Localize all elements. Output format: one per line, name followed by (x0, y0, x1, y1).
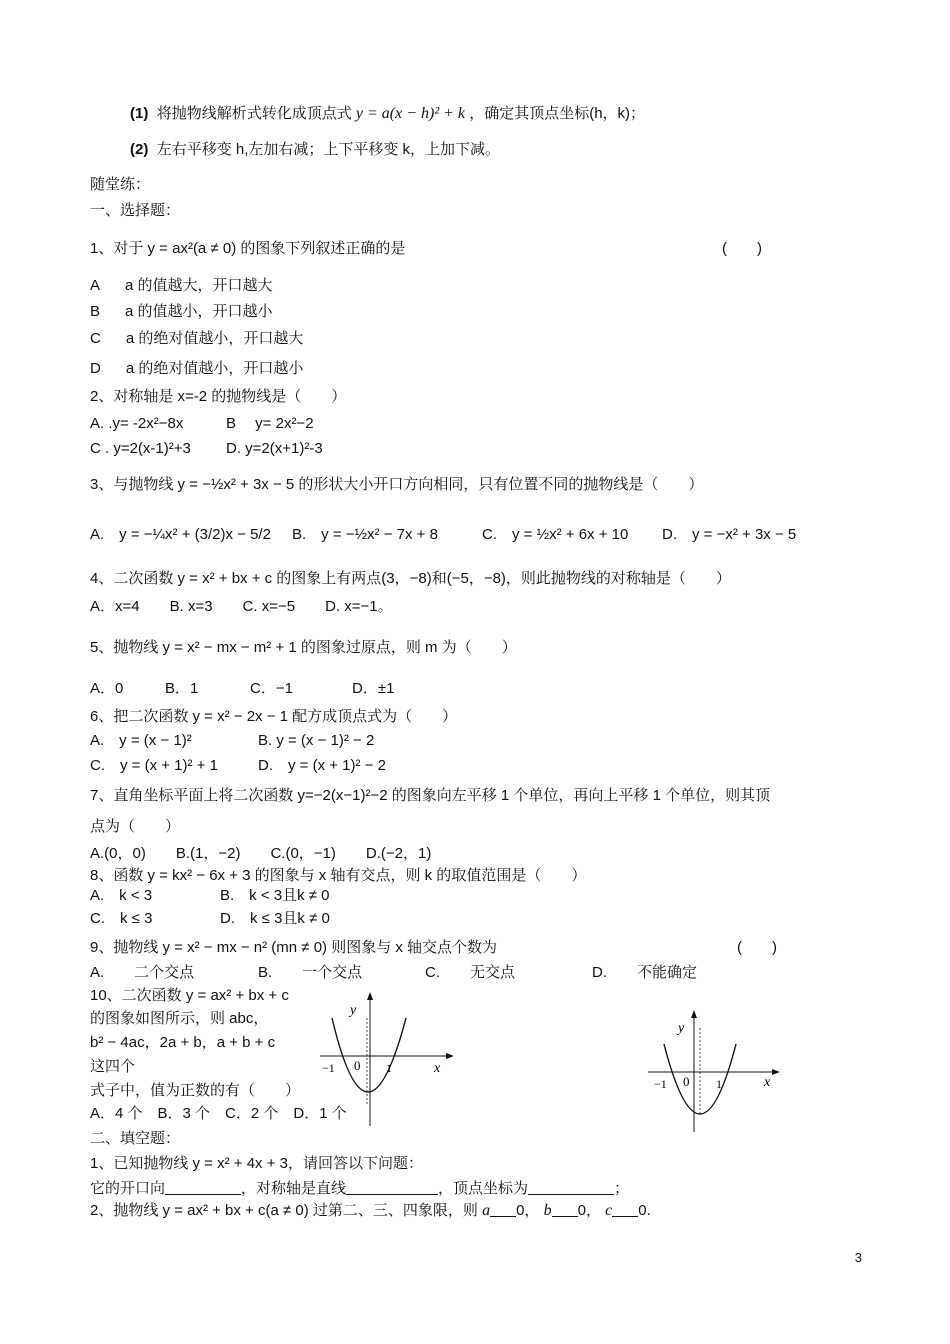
f2-blank-b[interactable] (552, 1200, 578, 1217)
graph-1-zero-label: 0 (354, 1058, 361, 1073)
f2-line (90, 1200, 651, 1222)
q1-option-c-text: a 的绝对值越小，开口越大 (125, 330, 304, 347)
q6-option-a: A. y = (x − 1)² (90, 732, 192, 749)
q9-option-c: C. 无交点 (425, 964, 516, 981)
q1-option-a (90, 275, 273, 297)
q3-option-d: D. y = −x² + 3x − 5 (662, 526, 797, 543)
step-1-text: 将抛物线解析式转化成顶点式 (156, 105, 352, 122)
graph-2-y-arrow (691, 1010, 697, 1018)
f1-blank-axis[interactable] (346, 1178, 438, 1195)
graph-2-parabola (664, 1044, 736, 1114)
f2-a: a (482, 1202, 491, 1219)
q7-options: A.(0，0) B.(1，−2) C.(0，−1) D.(−2，1) (90, 845, 432, 862)
q8-option-c: C. k ≤ 3 (90, 910, 153, 927)
q1-option-d-text: a 的绝对值越小，开口越小 (125, 360, 304, 377)
q1-option-b (90, 301, 273, 323)
q10-line-4: 这四个 (90, 1058, 136, 1075)
step-2-text: 左右平移变 h,左加右减；上下平移变 k，上加下减。 (156, 141, 501, 158)
q2-option-a: A. .y= -2x²−8x (90, 415, 184, 432)
section-practice: 随堂练： (90, 176, 151, 193)
q7-line-1: 7、直角坐标平面上将二次函数 y=−2(x−1)²−2 的图象向左平移 1 个单位，再向上平移 1 个单位，则其顶 (90, 787, 771, 804)
q6-option-c: C. y = (x + 1)² + 1 (90, 757, 218, 774)
q5-option-a: A．0 (90, 680, 124, 697)
q1-option-b-text: a 的值越小，开口越小 (125, 303, 273, 320)
f2-end: . (646, 1202, 651, 1219)
f2-blank-a[interactable] (490, 1200, 516, 1217)
parabola-graph-1 (318, 988, 458, 1128)
step-1-formula: y = a(x − h)² + k (355, 105, 466, 122)
q2-option-b: B y= 2x²−2 (226, 415, 314, 432)
graph-1-x-label: x (434, 1061, 441, 1076)
step-2 (130, 139, 500, 161)
q5-option-c: C．−1 (250, 680, 293, 697)
q9-paren: ( ) (737, 939, 777, 956)
q1-option-c-letter: C (90, 330, 101, 347)
q5-option-d: D．±1 (352, 680, 395, 697)
graph-2-y-label: y (678, 1021, 685, 1036)
f1-part-2: ，对称轴是直线 (241, 1180, 347, 1197)
q9-option-b: B. 一个交点 (258, 964, 363, 981)
q2-stem: 2、对称轴是 x=-2 的抛物线是（ ） (90, 388, 347, 405)
graph-2-x-arrow (772, 1069, 780, 1075)
graph-1-one-label: 1 (386, 1061, 392, 1075)
graph-1-neg1-label: −1 (322, 1061, 335, 1075)
f2-blank-c[interactable] (612, 1200, 638, 1217)
graph-2-x-label: x (764, 1075, 771, 1090)
f1-part-4: ； (614, 1180, 630, 1197)
q9-stem: 9、抛物线 y = x² − mx − n² (mn ≠ 0) 则图象与 x 轴交点个数为 (90, 939, 498, 956)
q6-option-d: D. y = (x + 1)² − 2 (258, 757, 386, 774)
q10-line-3: b² − 4ac，2a + b，a + b + c (90, 1034, 276, 1051)
q8-option-b: B. k < 3且k ≠ 0 (220, 887, 330, 904)
q3-option-c: C. y = ½x² + 6x + 10 (482, 526, 629, 543)
q5-stem: 5、抛物线 y = x² − mx − m² + 1 的图象过原点，则 m 为（ ） (90, 639, 517, 656)
q7-line-2: 点为（ ） (90, 818, 181, 835)
f1-part-1: 它的开口向 (90, 1180, 166, 1197)
f2-stem: 2、抛物线 y = ax² + bx + c(a ≠ 0) 过第二、三、四象限，则 (90, 1202, 478, 1219)
f1-line-1: 1、已知抛物线 y = x² + 4x + 3，请回答以下问题： (90, 1155, 423, 1172)
graph-1-y-label: y (350, 1003, 357, 1018)
q10-line-1: 10、二次函数 y = ax² + bx + c (90, 987, 289, 1004)
q10-options: A．4 个 B．3 个 C．2 个 D．1 个 (90, 1105, 347, 1122)
f2-zero-a: 0 (516, 1202, 525, 1219)
q2-option-c: C . y=2(x-1)²+3 (90, 440, 191, 457)
q10-line-5: 式子中，值为正数的有（ ） (90, 1082, 301, 1099)
q1-option-d-letter: D (90, 360, 101, 377)
step-1-tail: ，确定其顶点坐标(h，k)； (469, 105, 646, 122)
graph-2-one-label: 1 (716, 1077, 722, 1091)
q2-option-d: D. y=2(x+1)²-3 (226, 440, 323, 457)
graph-1-y-arrow (367, 992, 373, 1000)
section-fill: 二、填空题： (90, 1130, 181, 1147)
q1-paren: ( ) (722, 240, 762, 257)
f2-zero-b: 0 (577, 1202, 586, 1219)
q5-option-b: B．1 (165, 680, 199, 697)
f2-zero-c: 0 (638, 1202, 647, 1219)
f1-blank-opening[interactable] (165, 1178, 241, 1195)
q8-option-d: D. k ≤ 3且k ≠ 0 (220, 910, 330, 927)
q3-stem: 3、与抛物线 y = −½x² + 3x − 5 的形状大小开口方向相同，只有位置不同的抛物线是（ ） (90, 476, 704, 493)
q3-option-b: B. y = −½x² − 7x + 8 (292, 526, 438, 543)
q1-option-d (90, 358, 303, 380)
step-1 (130, 103, 645, 125)
q8-option-a: A. k < 3 (90, 887, 153, 904)
q1-option-b-letter: B (90, 303, 101, 320)
step-1-number: (1) (130, 105, 149, 122)
section-choice: 一、选择题： (90, 202, 181, 219)
graph-1-x-arrow (446, 1053, 454, 1059)
q6-stem: 6、把二次函数 y = x² − 2x − 1 配方成顶点式为（ ） (90, 708, 458, 725)
page-number: 3 (854, 1250, 862, 1265)
q9-option-d: D. 不能确定 (592, 964, 698, 981)
f2-c: c (605, 1202, 613, 1219)
parabola-graph-2 (646, 1006, 786, 1134)
q10-line-2: 的图象如图所示，则 abc， (90, 1010, 269, 1027)
q9-option-a: A. 二个交点 (90, 964, 195, 981)
q8-stem: 8、函数 y = kx² − 6x + 3 的图象与 x 轴有交点，则 k 的取值范围是（ ） (90, 867, 587, 884)
graph-1-parabola (332, 1018, 406, 1092)
step-2-number: (2) (130, 141, 149, 158)
graph-2-zero-label: 0 (683, 1074, 690, 1089)
f1-blank-vertex[interactable] (528, 1178, 614, 1195)
q1-stem: 1、对于 y = ax²(a ≠ 0) 的图象下列叙述正确的是 (90, 240, 406, 257)
q6-option-b: B. y = (x − 1)² − 2 (258, 732, 375, 749)
f2-b: b (543, 1202, 552, 1219)
q3-option-a: A. y = −¼x² + (3/2)x − 5/2 (90, 526, 271, 543)
q4-options: A．x=4 B. x=3 C. x=−5 D. x=−1。 (90, 598, 393, 615)
graph-2-neg1-label: −1 (654, 1077, 667, 1091)
f1-part-3: ，顶点坐标为 (438, 1180, 529, 1197)
q1-option-c (90, 328, 303, 350)
q4-stem: 4、二次函数 y = x² + bx + c 的图象上有两点(3，−8)和(−5，−8)，则此抛物线的对称轴是（ ） (90, 570, 731, 587)
f2-sep-a: ， (524, 1202, 540, 1219)
q1-option-a-text: a 的值越大，开口越大 (125, 277, 273, 294)
q1-option-a-letter: A (90, 277, 101, 294)
f2-sep-b: ， (585, 1202, 601, 1219)
f1-line-2 (90, 1178, 629, 1200)
